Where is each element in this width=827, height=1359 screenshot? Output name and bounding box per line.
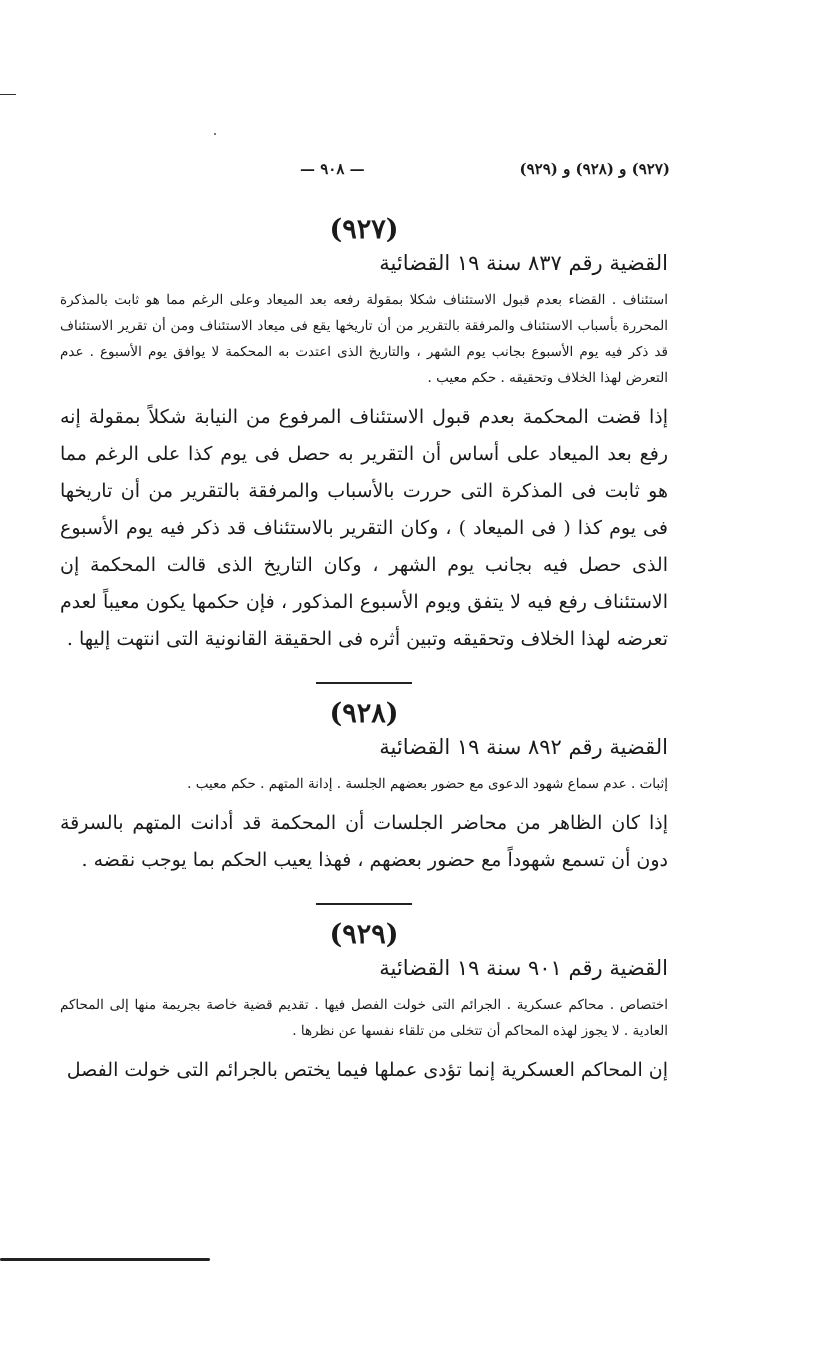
scan-edge-mark — [0, 1258, 210, 1261]
case-summary: استئناف . القضاء بعدم قبول الاستئناف شكلا بمقولة رفعه بعد الميعاد وعلى الرغم مما هو ثابت بالمذكرة المحررة بأسباب الاستئناف والمرفقة بالتقرير من أن تاريخها يقع فى ميعاد الاستئناف ومن أن تقرير الاستئناف قد ذكر فيه يوم الأسبوع بجانب يوم الشهر ، والتاريخ الذى اعتدت به المحكمة لا يوافق يوم الأسبوع . عدم التعرض لهذا الخلاف وتحقيقه . حكم معيب . — [60, 292, 668, 386]
case-body: إذا كان الظاهر من محاضر الجلسات أن المحكمة قد أدانت المتهم بالسرقة دون أن تسمع شهوداً مع حضور بعضهم ، فهذا يعيب الحكم بما يوجب نقضه . — [60, 812, 668, 871]
case-body: إن المحاكم العسكرية إنما تؤدى عملها فيما يختص بالجرائم التى خولت الفصل — [66, 1059, 668, 1081]
case-928 — [60, 698, 668, 879]
case-number: (٩٢٩) — [329, 919, 399, 950]
case-body: إذا قضت المحكمة بعدم قبول الاستئناف المرفوع من النيابة شكلاً بمقولة إنه رفع بعد الميعاد على أساس أن التقرير به حصل فى يوم كذا على الرغم مما هو ثابت فى المذكرة التى حررت بالأسباب والمرفقة بالتقرير من أن تاريخها فى يوم كذا ( فى الميعاد ) ، وكان التقرير بالاستئناف قد ذكر فيه يوم الأسبوع الذى حصل فيه بجانب يوم الشهر ، وكان التاريخ الذى قالت المحكمة إن الاستئناف رفع فيه لا يتفق ويوم الأسبوع المذكور ، فإن حكمها يكون معيباً لعدم تعرضه لهذا الخلاف وتحقيقه وتبين أثره فى الحقيقة القانونية التى انتهت إليها . — [60, 406, 669, 650]
case-number: (٩٢٧) — [329, 214, 399, 245]
case-title: القضية رقم ٨٣٧ سنة ١٩ القضائية — [379, 251, 668, 275]
case-title: القضية رقم ٩٠١ سنة ١٩ القضائية — [379, 956, 668, 980]
case-number: (٩٢٨) — [329, 698, 399, 729]
case-summary: اختصاص . محاكم عسكرية . الجرائم التى خولت الفصل فيها . تقديم قضية خاصة بجريمة منها إلى المحاكم العادية . لا يجوز لهذه المحاكم أن تتخلى من تلقاء نفسها عن نظرها . — [60, 997, 668, 1039]
running-header — [300, 160, 670, 186]
header-case-numbers: (٩٢٧) و (٩٢٨) و (٩٢٩) — [519, 160, 670, 178]
page-content — [60, 214, 668, 1089]
case-927 — [60, 214, 668, 658]
section-divider — [316, 682, 412, 684]
page-number: — ٩٠٨ — — [300, 160, 365, 178]
scan-dot — [214, 133, 216, 135]
case-929 — [60, 919, 668, 1089]
scan-edge-mark — [0, 94, 16, 95]
case-title: القضية رقم ٨٩٢ سنة ١٩ القضائية — [379, 735, 668, 759]
case-summary: إثبات . عدم سماع شهود الدعوى مع حضور بعضهم الجلسة . إدانة المتهم . حكم معيب . — [187, 776, 668, 792]
section-divider — [316, 903, 412, 905]
